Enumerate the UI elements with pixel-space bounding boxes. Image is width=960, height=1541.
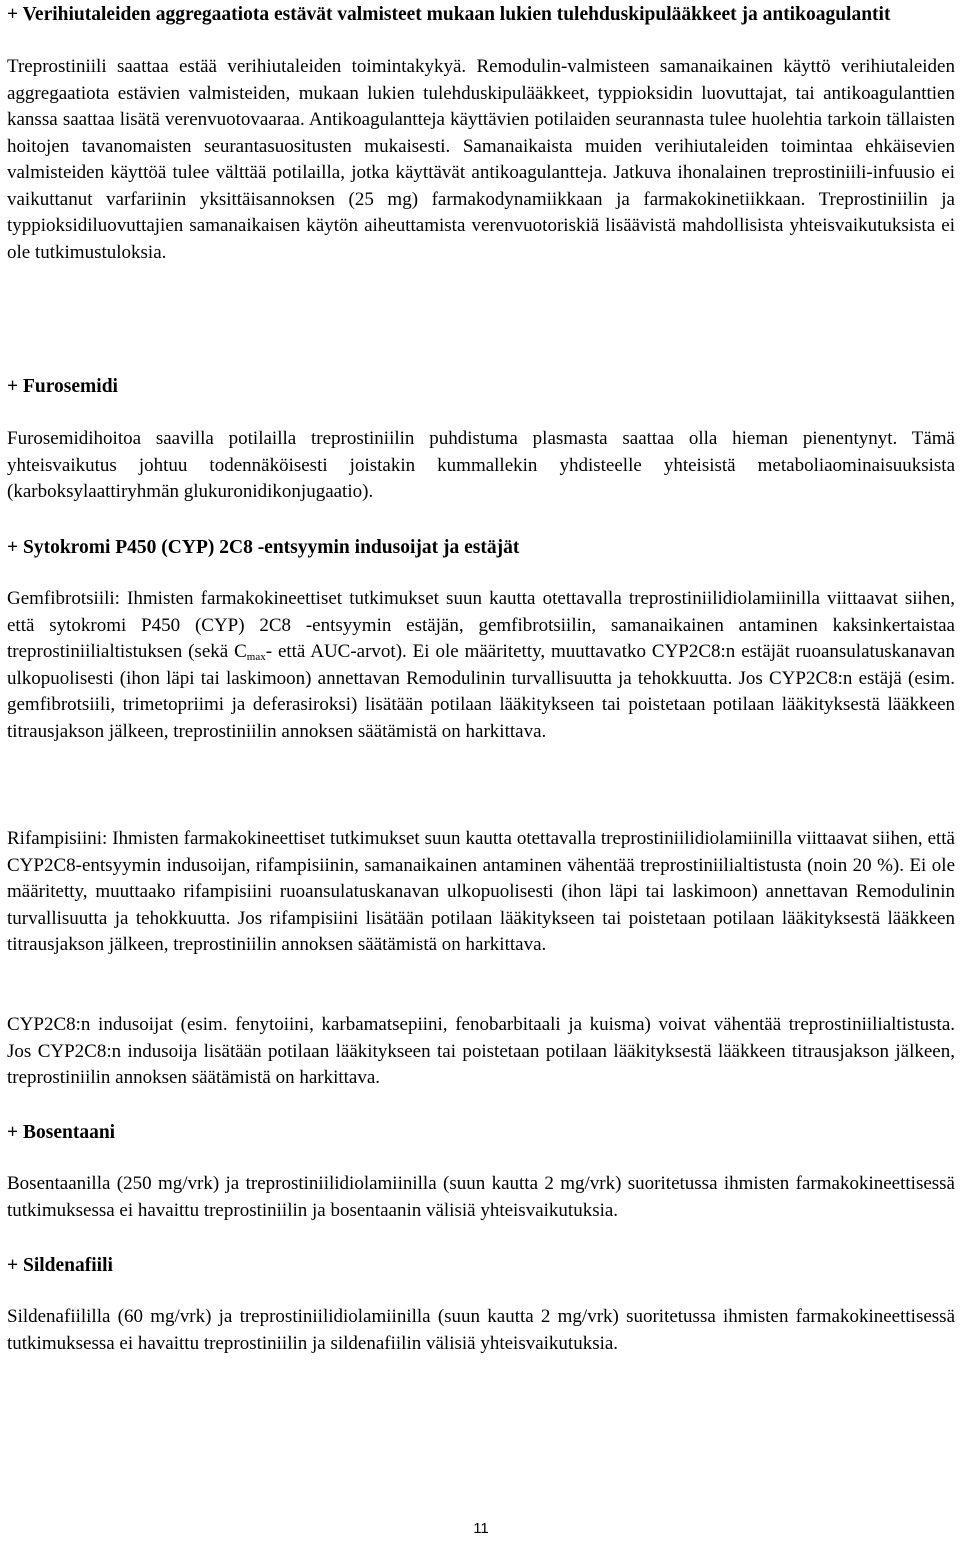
page-number: 11 bbox=[473, 1520, 489, 1537]
cmax-subscript: max bbox=[246, 651, 266, 663]
section-paragraph-rifampicin: Rifampisiini: Ihmisten farmakokineettiset tutkimukset suun kautta otettavalla treprostiniilidiolamiinilla viittaavat siihen, että CYP2C8-entsyymin indusoijan, rifampisiinin, samanaikainen antaminen vähentää treprostiniilialtistusta (noin 20 %). Ei ole määritetty, muuttaako rifampisiini ruoansulatuskanavan ulkopuolisesti (ihon läpi tai laskimoon) annettavan Remodulinin turvallisuutta ja tehokkuutta. Jos rifampisiini lisätään potilaan lääkitykseen tai poistetaan potilaan lääkityksestä lääkkeen titrausjakson jälkeen, treprostiniilin annoksen säätämistä on harkittava. bbox=[7, 828, 955, 955]
section-paragraph-furosemide: Furosemidihoitoa saavilla potilailla treprostiniilin puhdistuma plasmasta saattaa olla hieman pienentynyt. Tämä yhteisvaikutus johtuu todennäköisesti joistakin kummallekin yhdisteelle yhteisistä metaboliaominaisuuksista (karboksylaattiryhmän glukuronidikonjugaatio). bbox=[7, 428, 955, 502]
section-paragraph-antiplatelet: Treprostiniili saattaa estää verihiutaleiden toimintakykyä. Remodulin-valmisteen samanaikainen käyttö verihiutaleiden aggregaatiota estävien valmisteiden, mukaan lukien tulehduskipulääkkeet, typpioksidin luovuttajat, tai antikoagulanttien kanssa saattaa lisätä verenvuotovaaraa. Antikoagulantteja käyttävien potilaiden seurannasta tulee huolehtia tarkoin tällaisten hoitojen tavanomaisten seurantasuositusten mukaisesti. Samanaikaista muiden verihiutaleiden toimintaa ehkäisevien valmisteiden käyttöä tulee välttää potilailla, jotka käyttävät antikoagulantteja. Jatkuva ihonalainen treprostiniili-infuusio ei vaikuttanut varfariinin yksittäisannoksen (25 mg) farmakodynamiikkaan ja farmakokinetiikkaan. Treprostiniilin ja typpioksidiluovuttajien samanaikaisen käytön aiheuttamista verenvuotoriskiä lisäävistä mahdollisista yhteisvaikutuksista ei ole tutkimustuloksia. bbox=[7, 56, 955, 263]
section-heading-bosentan: + Bosentaani bbox=[7, 1122, 116, 1143]
gemfibrozil-text-start: Gemfibrotsiili: Ihmisten farmakokineettiset tutkimukset suun kautta otettavalla treprostiniilidiolamiinilla viittaavat siihen, että sytokromi P450 (CYP) 2C8 -entsyymin estäjän, gemfibrotsiilin, samanaikainen antaminen kaksinkertaistaa treprostiniilialtistuksen (sekä C bbox=[7, 588, 955, 662]
section-heading-sildenafil: + Sildenafiili bbox=[7, 1255, 113, 1276]
section-paragraph-sildenafil: Sildenafiililla (60 mg/vrk) ja treprostiniilidiolamiinilla (suun kautta 2 mg/vrk) suoritetussa ihmisten farmakokineettisessä tutkimuksessa ei havaittu treprostiniilin ja sildenafiilin välisiä yhteisvaikutuksia. bbox=[7, 1306, 955, 1354]
section-paragraph-bosentan: Bosentaanilla (250 mg/vrk) ja treprostiniilidiolamiinilla (suun kautta 2 mg/vrk) suoritetussa ihmisten farmakokineettisessä tutkimuksessa ei havaittu treprostiniilin ja bosentaanin välisiä yhteisvaikutuksia. bbox=[7, 1173, 955, 1221]
section-heading-cyp2c8: + Sytokromi P450 (CYP) 2C8 -entsyymin indusoijat ja estäjät bbox=[7, 537, 520, 558]
section-paragraph-gemfibrozil bbox=[7, 586, 955, 745]
section-heading-furosemide: + Furosemidi bbox=[7, 376, 118, 397]
gemfibrozil-text-end: - että AUC-arvot). Ei ole määritetty, muuttavatko CYP2C8:n estäjät ruoansulatuskanavan ulkopuolisesti (ihon läpi tai laskimoon) annettavan Remodulinin turvallisuutta ja tehokkuutta. Jos CYP2C8:n estäjä (esim. gemfibrotsiili, trimetopriimi ja deferasiroksi) lisätään potilaan lääkitykseen tai poistetaan potilaan lääkityksestä lääkkeen titrausjakson jälkeen, treprostiniilin annoksen säätämistä on harkittava. bbox=[7, 641, 955, 742]
section-paragraph-cyp2c8-inducers: CYP2C8:n indusoijat (esim. fenytoiini, karbamatsepiini, fenobarbitaali ja kuisma) voivat vähentää treprostiniilialtistusta. Jos CYP2C8:n indusoija lisätään potilaan lääkitykseen tai poistetaan potilaan lääkityksestä lääkkeen titrausjakson jälkeen, treprostiniilin annoksen säätämistä on harkittava. bbox=[7, 1014, 955, 1088]
section-heading-antiplatelet: + Verihiutaleiden aggregaatiota estävät valmisteet mukaan lukien tulehduskipulääkkeet ja antikoagulantit bbox=[7, 4, 891, 25]
